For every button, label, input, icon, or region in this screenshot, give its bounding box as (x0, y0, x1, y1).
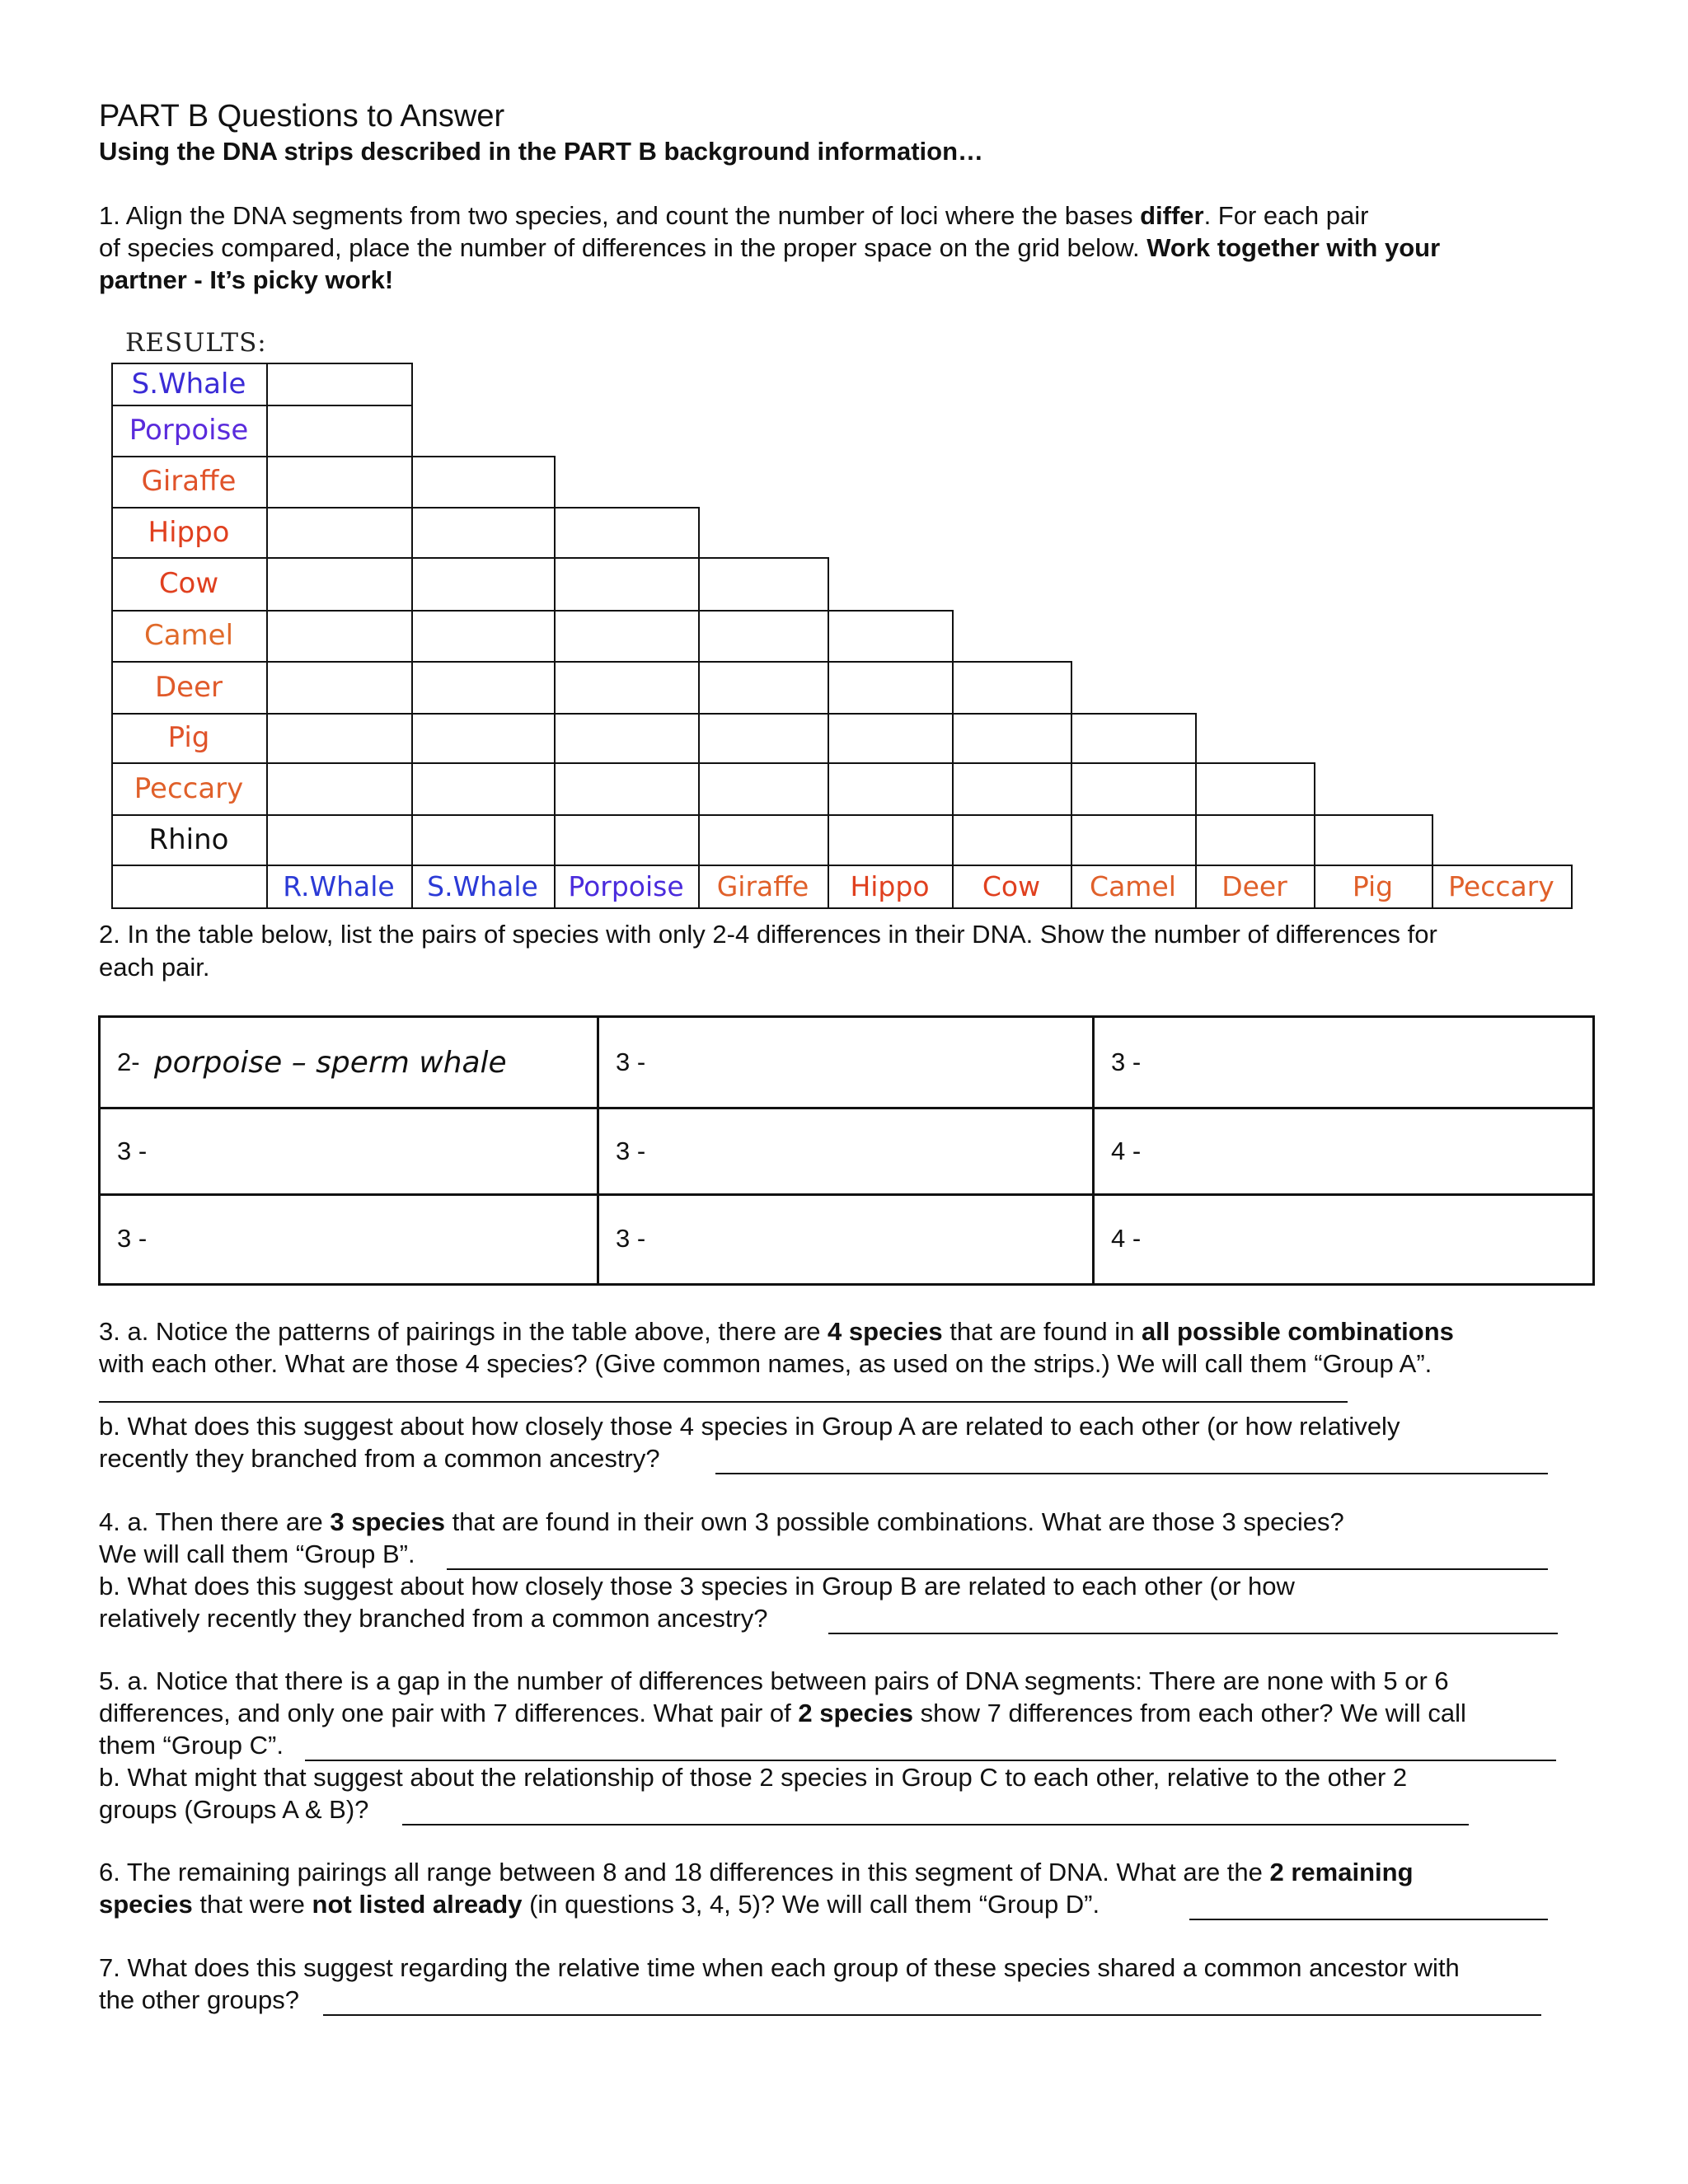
pairs-cell-2-3[interactable]: 4 - (1111, 1137, 1142, 1165)
col-label-camel: Camel (1090, 869, 1176, 902)
grid-line (111, 713, 1197, 715)
q3-b-line2: recently they branched from a common ancestry? (99, 1444, 660, 1473)
q4-b-line1: b. What does this suggest about how closely those 3 species in Group B are related to each other (or how (99, 1572, 1295, 1601)
grid-line (1571, 865, 1573, 909)
q2-line2: each pair. (99, 953, 210, 982)
pairs-cell-1-2[interactable]: 3 - (616, 1047, 646, 1076)
grid-line (411, 363, 413, 909)
pairs-cell-2-1[interactable]: 3 - (117, 1137, 148, 1165)
col-label-peccary: Peccary (1448, 869, 1554, 902)
q5-a-line1: 5. a. Notice that there is a gap in the number of differences between pairs of DNA segments: There are none with 5 or 6 (99, 1666, 1449, 1695)
q2-line1: 2. In the table below, list the pairs of species with only 2-4 differences in their DNA. Show the number of differences for (99, 920, 1437, 949)
row-label-swhale: S.Whale (131, 367, 246, 401)
grid-line (266, 363, 268, 909)
page-subtitle: Using the DNA strips described in the PART B background information… (99, 137, 984, 166)
col-label-porpoise: Porpoise (568, 869, 684, 902)
q3-a-line1: 3. a. Notice the patterns of pairings in the table above, there are 4 species that are found in all possible combinations (99, 1317, 1454, 1346)
pairs-cell-1-3[interactable]: 3 - (1111, 1047, 1142, 1076)
q6-answer-line[interactable] (1189, 1896, 1548, 1920)
q1-line3: partner - It’s picky work! (99, 265, 394, 294)
row-label-porpoise: Porpoise (129, 414, 249, 447)
q1-line2: of species compared, place the number of differences in the proper space on the grid below. Work together with your (99, 233, 1441, 262)
pairs-cell-3-2[interactable]: 3 - (616, 1223, 646, 1253)
page-title: PART B Questions to Answer (99, 99, 505, 134)
col-label-deer: Deer (1221, 869, 1287, 902)
pairs-cell-3-1[interactable]: 3 - (117, 1223, 148, 1253)
row-label-hippo: Hippo (148, 515, 230, 549)
q4-a-line1: 4. a. Then there are 3 species that are found in their own 3 possible combinations. What are those 3 species? (99, 1507, 1344, 1536)
col-label-cow: Cow (982, 869, 1041, 902)
q3-a-line2: with each other. What are those 4 species? (Give common names, as used on the strips.) We will call them “Group A”. (99, 1349, 1432, 1378)
q6-line1: 6. The remaining pairings all range between 8 and 18 differences in this segment of DNA. What are the 2 remaining (99, 1858, 1414, 1886)
q1-line1: 1. Align the DNA segments from two species, and count the number of loci where the bases differ. For each pair (99, 201, 1369, 230)
q4-b-answer-line[interactable] (828, 1610, 1558, 1634)
pairs-cell-2-2[interactable]: 3 - (616, 1137, 646, 1165)
q5-a-answer-line[interactable] (305, 1736, 1556, 1761)
col-label-hippo: Hippo (850, 869, 930, 902)
results-label: RESULTS: (125, 328, 267, 358)
row-label-camel: Camel (143, 619, 234, 652)
q5-a-line3: them “Group C”. (99, 1731, 284, 1760)
row-label-cow: Cow (158, 567, 219, 600)
row-label-deer: Deer (155, 670, 223, 704)
grid-line (698, 507, 700, 909)
pairs-cell-1-1[interactable]: 2- porpoise – sperm whale (117, 1045, 507, 1080)
col-label-pig: Pig (1352, 869, 1394, 902)
col-label-rwhale: R.Whale (283, 869, 395, 902)
row-label-giraffe: Giraffe (141, 465, 237, 498)
col-label-swhale: S.Whale (427, 869, 538, 902)
grid-line (111, 907, 1573, 909)
q3-b-line1: b. What does this suggest about how closely those 4 species in Group A are related to each other (or how relatively (99, 1412, 1400, 1441)
row-label-rhino: Rhino (148, 823, 229, 856)
q5-b-line1: b. What might that suggest about the relationship of those 2 species in Group C to each other, relative to the other 2 (99, 1763, 1408, 1792)
grid-line (828, 557, 829, 909)
pairs-cell-3-3[interactable]: 4 - (1111, 1223, 1142, 1253)
q6-line2: species that were not listed already (in questions 3, 4, 5)? We will call them “Group D”. (99, 1890, 1100, 1919)
q5-b-line2: groups (Groups A & B)? (99, 1795, 369, 1824)
q4-b-line2: relatively recently they branched from a common ancestry? (99, 1604, 768, 1633)
q3-a-answer-line[interactable] (99, 1378, 1348, 1403)
grid-line (111, 762, 1315, 764)
q5-a-line2: differences, and only one pair with 7 differences. What pair of 2 species show 7 differences from each other? We will call (99, 1699, 1466, 1727)
example-answer: porpoise – sperm whale (153, 1045, 507, 1080)
q3-b-answer-line[interactable] (715, 1450, 1548, 1474)
grid-line (111, 814, 1433, 816)
q4-a-line2: We will call them “Group B”. (99, 1540, 415, 1568)
q7-line2: the other groups? (99, 1985, 300, 2014)
q7-answer-line[interactable] (323, 1991, 1541, 2016)
row-label-pig: Pig (167, 721, 210, 754)
col-label-giraffe: Giraffe (716, 869, 809, 902)
q7-line1: 7. What does this suggest regarding the relative time when each group of these species shared a common ancestor with (99, 1953, 1460, 1982)
q5-b-answer-line[interactable] (402, 1801, 1469, 1825)
row-label-peccary: Peccary (134, 771, 244, 805)
grid-line (554, 456, 556, 909)
q4-a-answer-line[interactable] (447, 1545, 1548, 1570)
